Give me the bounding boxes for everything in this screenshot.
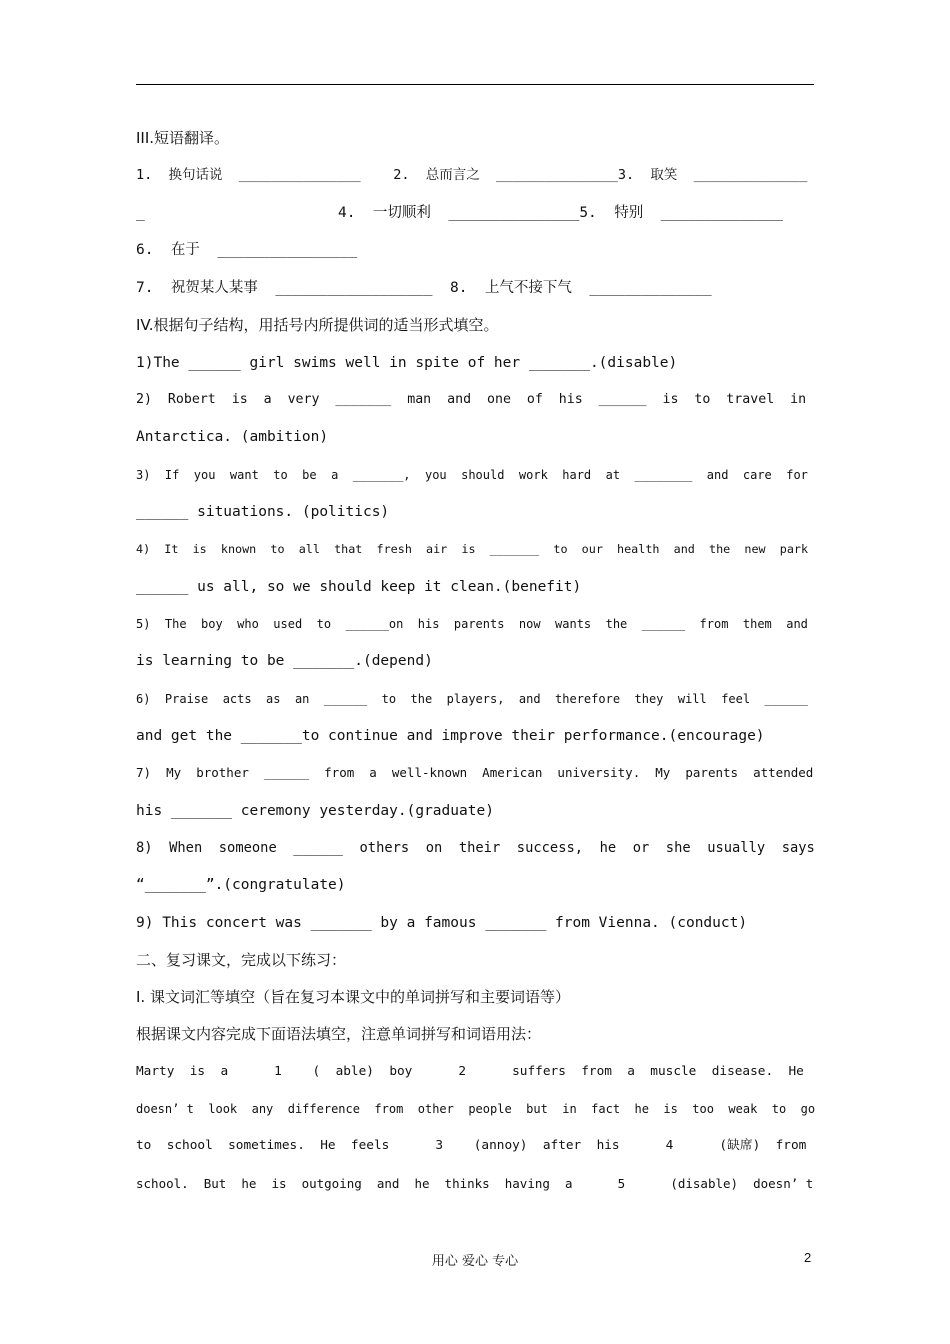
exercise-line: 4) It is known to all that fresh air is _______ to our health and the new park	[136, 542, 809, 556]
part-2-subtitle: I. 课文词汇等填空（旨在复习本课文中的单词拼写和主要词语等）	[136, 988, 570, 1006]
phrase-row-2: 4. 一切顺利 _______________5. 特别 ______________	[338, 205, 783, 221]
section-4-title: IV.根据句子结构，用括号内所提供词的适当形式填空。	[136, 316, 499, 334]
exercise-line: 9) This concert was _______ by a famous _______ from Vienna. (conduct)	[136, 915, 748, 931]
exercise-line: and get the _______to continue and improve their performance.(encourage)	[136, 728, 765, 744]
phrase-row-1: 1. 换句话说 _______________ 2. 总而言之 _______________3. 取笑 ______________	[136, 167, 808, 183]
exercise-line: his _______ ceremony yesterday.(graduate)	[136, 803, 494, 819]
exercise-line: Antarctica. (ambition)	[136, 429, 329, 445]
exercise-line: 2) Robert is a very _______ man and one of his ______ is to travel in	[136, 392, 807, 407]
exercise-line: 8) When someone ______ others on their success, he or she usually says	[136, 840, 815, 856]
passage-line: school. But he is outgoing and he thinks having a 5 (disable) doesn’ t	[136, 1176, 814, 1191]
exercise-line: “_______”.(congratulate)	[136, 877, 346, 893]
exercise-line: ______ us all, so we should keep it clean.(benefit)	[136, 579, 582, 595]
exercise-line: 6) Praise acts as an ______ to the players, and therefore they will feel ______	[136, 692, 808, 706]
part-2-instruction: 根据课文内容完成下面语法填空，注意单词拼写和词语用法：	[136, 1025, 542, 1043]
phrase-row-2-start: _	[136, 205, 145, 221]
part-2-title: 二、复习课文，完成以下练习：	[136, 951, 347, 969]
passage-line: Marty is a 1 ( able) boy 2 suffers from a muscle disease. He	[136, 1064, 804, 1079]
exercise-line: 7) My brother ______ from a well-known American university. My parents attended	[136, 765, 814, 780]
exercise-line: 5) The boy who used to ______on his parents now wants the ______ from them and	[136, 617, 808, 631]
passage-line: doesn’ t look any difference from other people but in fact he is too weak to go	[136, 1102, 816, 1116]
exercise-line: 1)The ______ girl swims well in spite of her _______.(disable)	[136, 355, 678, 371]
exercise-line: is learning to be _______.(depend)	[136, 653, 433, 669]
phrase-row-4: 7. 祝贺某人某事 __________________ 8. 上气不接下气 ______________	[136, 280, 712, 296]
phrase-row-3: 6. 在于 ________________	[136, 242, 358, 258]
exercise-line: 3) If you want to be a _______, you should work hard at ________ and care for	[136, 468, 808, 482]
section-3-title: III.短语翻译。	[136, 129, 230, 147]
header-rule	[136, 84, 814, 85]
exercise-line: ______ situations. (politics)	[136, 504, 390, 520]
footer-motto: 用心 爱心 专心	[431, 1254, 519, 1269]
page-number: 2	[804, 1250, 812, 1265]
passage-line: to school sometimes. He feels 3 (annoy) after his 4 (缺席) from	[136, 1138, 807, 1153]
